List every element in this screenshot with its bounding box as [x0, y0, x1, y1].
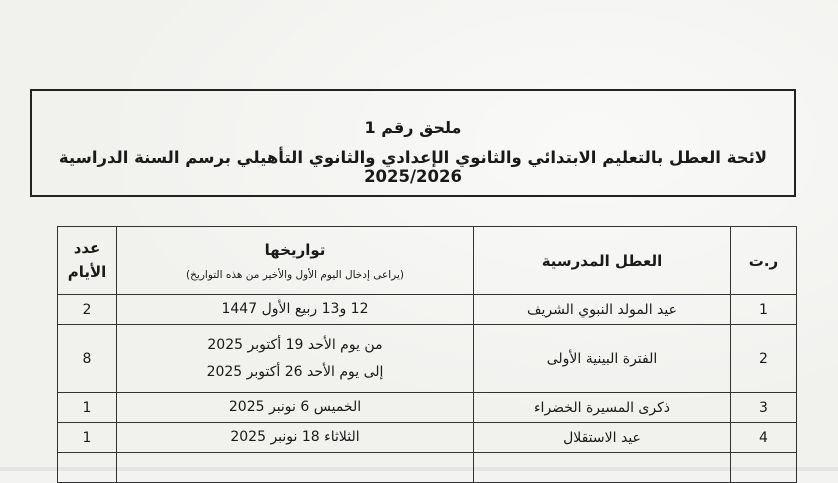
row-dates	[117, 295, 474, 325]
header-dates	[117, 227, 474, 295]
row-date-line: من يوم الأحد 19 أكتوبر 2025	[207, 336, 383, 353]
document-title: لائحة العطل بالتعليم الابتدائي والثانوي الإعدادي والثانوي التأهيلي برسم السنة الدراسية 2025/2026	[58, 148, 768, 186]
header-dates-note: (يراعى إدخال اليوم الأول والأخير من هذه التواريخ)	[186, 268, 404, 281]
header-days	[58, 227, 117, 295]
table-row	[58, 423, 797, 453]
row-days: 1	[58, 423, 117, 453]
row-holiday: عيد الاستقلال	[474, 423, 731, 453]
row-holiday: عيد المولد النبوي الشريف	[474, 295, 731, 325]
row-dates	[117, 393, 474, 423]
row-date-line: 12 و13 ربيع الأول 1447	[221, 301, 369, 318]
row-days: 2	[58, 295, 117, 325]
row-date-line: إلى يوم الأحد 26 أكتوبر 2025	[206, 363, 384, 380]
holidays-table	[57, 226, 797, 483]
table-row	[58, 393, 797, 423]
table-header-row	[58, 227, 797, 295]
annex-label: ملحق رقم 1	[364, 118, 462, 137]
row-number: 3	[731, 393, 797, 423]
row-holiday: ذكرى المسيرة الخضراء	[474, 393, 731, 423]
row-dates	[117, 423, 474, 453]
header-dates-label: تواريخها	[264, 240, 326, 259]
row-date-line: الخميس 6 نونبر 2025	[228, 399, 362, 416]
table-row	[58, 325, 797, 393]
row-number: 4	[731, 423, 797, 453]
header-days-line2: الأيام	[67, 262, 107, 281]
table-row	[58, 295, 797, 325]
row-days: 8	[58, 325, 117, 393]
header-number: ر.ت	[731, 227, 797, 295]
row-dates	[117, 325, 474, 393]
row-date-line: الثلاثاء 18 نونبر 2025	[230, 429, 360, 446]
row-days: 1	[58, 393, 117, 423]
annex-header-box	[30, 89, 796, 197]
row-number: 1	[731, 295, 797, 325]
header-holiday: العطل المدرسية	[474, 227, 731, 295]
row-number: 2	[731, 325, 797, 393]
row-holiday: الفترة البينية الأولى	[474, 325, 731, 393]
header-days-line1: عدد	[73, 239, 101, 258]
page-bottom-edge	[0, 467, 838, 471]
